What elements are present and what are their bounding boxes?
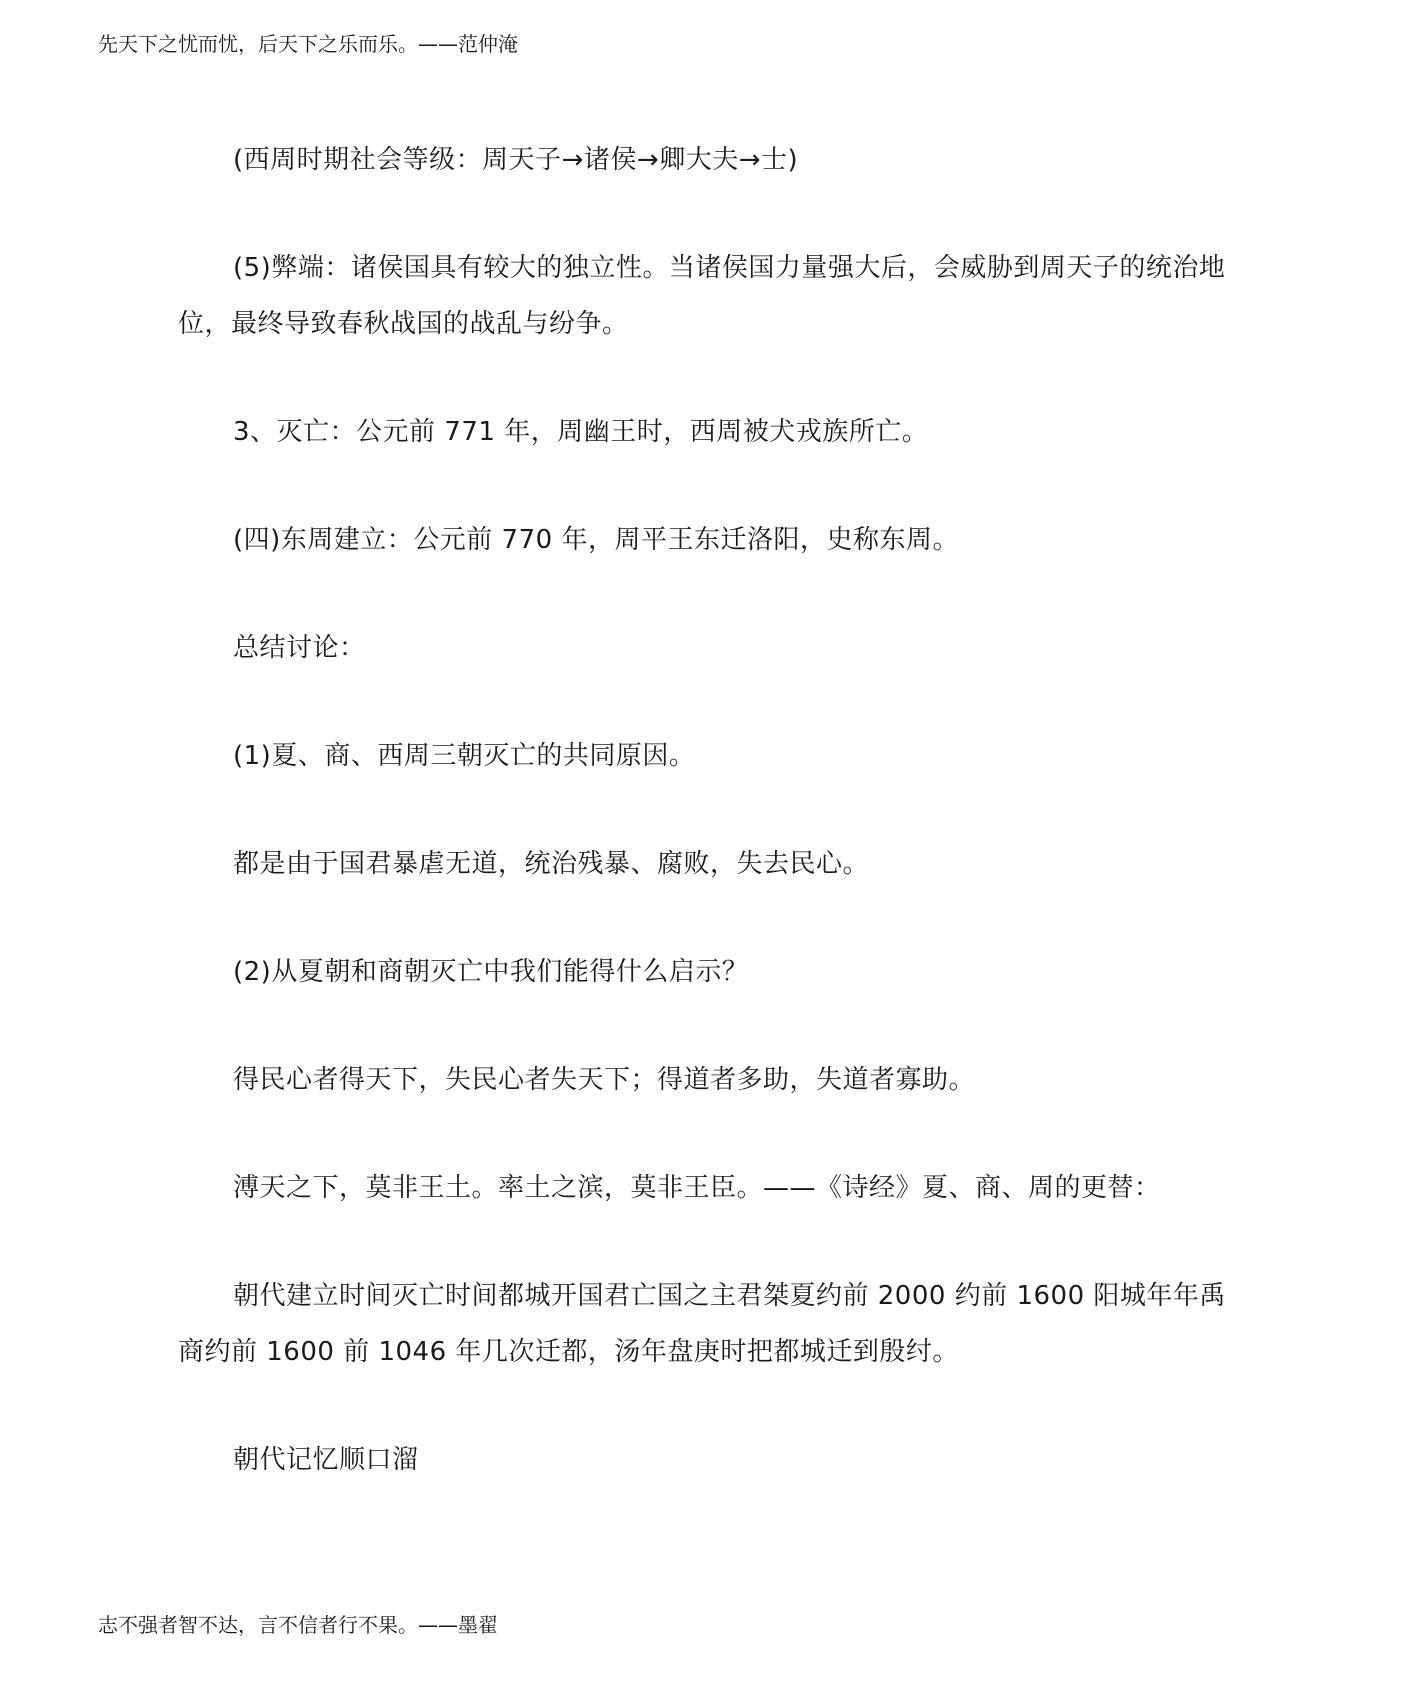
paragraph-mnemonic-heading: 朝代记忆顺口溜 [233,1445,419,1475]
paragraph-dynasty-table-text: 朝代建立时间灭亡时间都城开国君亡国之主君桀夏约前 2000 约前 1600 阳城年年禹商约前 1600 前 1046 年几次迁都，汤年盘庚时把都城迁到殷纣。 [178,1281,1226,1367]
paragraph-question-1: (1)夏、商、西周三朝灭亡的共同原因。 [233,741,696,771]
paragraph-social-hierarchy: (西周时期社会等级：周天子→诸侯→卿大夫→士) [233,145,799,175]
paragraph-drawbacks: (5)弊端：诸侯国具有较大的独立性。当诸侯国力量强大后，会威胁到周天子的统治地位，最终导致春秋战国的战乱与纷争。 [178,253,1226,339]
paragraph-answer-2: 得民心者得天下，失民心者失天下；得道者多助，失道者寡助。 [233,1065,976,1095]
page-footer-quote: 志不强者智不达，言不信者行不果。——墨翟 [98,1613,498,1637]
paragraph-question-2: (2)从夏朝和商朝灭亡中我们能得什么启示？ [233,957,749,987]
paragraph-shijing-quote: 溥天之下，莫非王土。率土之滨，莫非王臣。——《诗经》夏、商、周的更替： [233,1173,1161,1203]
paragraph-fall-of-western-zhou: 3、灭亡：公元前 771 年，周幽王时，西周被犬戎族所亡。 [233,417,929,447]
paragraph-answer-1: 都是由于国君暴虐无道，统治残暴、腐败，失去民心。 [233,849,870,879]
paragraph-summary-heading: 总结讨论： [233,633,366,663]
paragraph-eastern-zhou-founding: (四)东周建立：公元前 770 年，周平王东迁洛阳，史称东周。 [233,525,959,555]
document-body [178,132,1238,1540]
page-header-quote: 先天下之忧而忧，后天下之乐而乐。——范仲淹 [98,32,518,56]
